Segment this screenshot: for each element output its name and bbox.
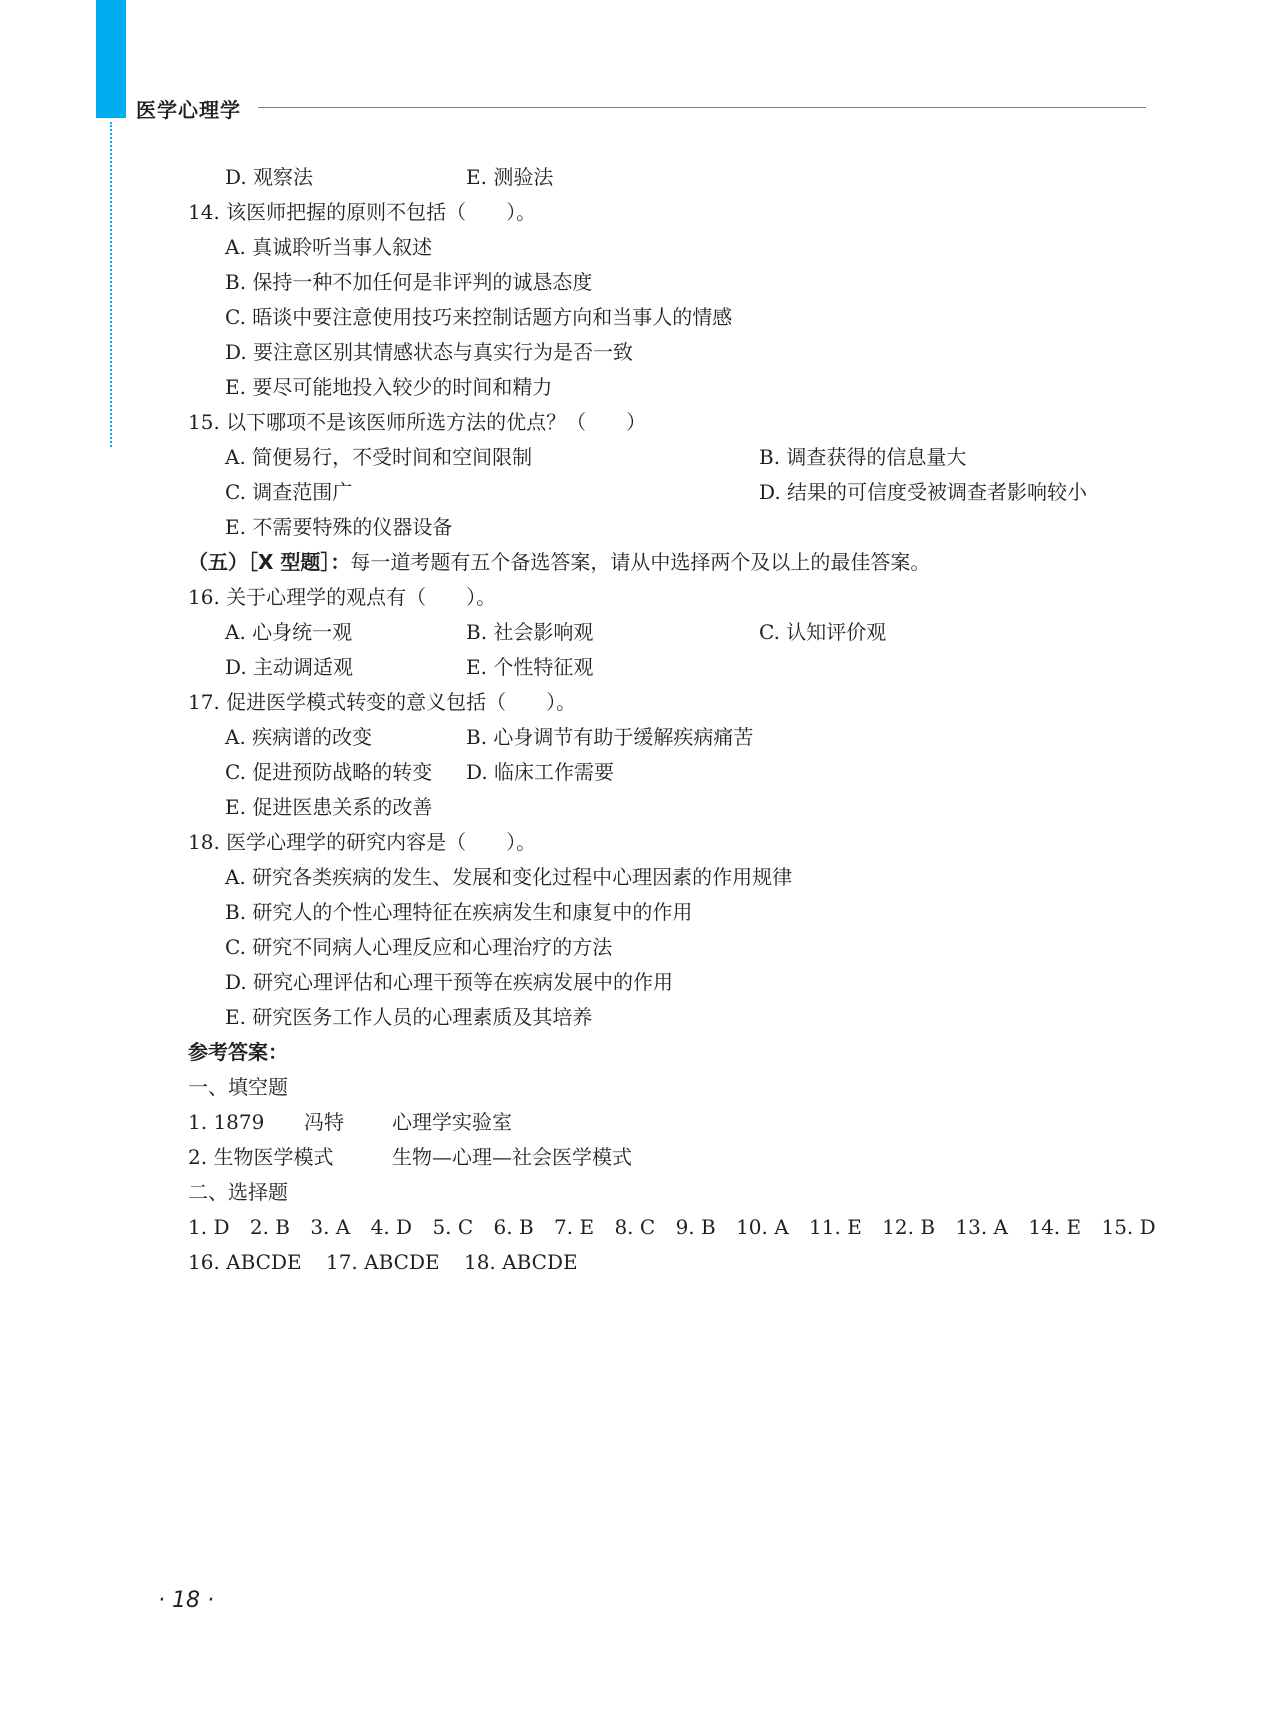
choice-answers-row-1 — [188, 1214, 1156, 1240]
fill-in-answer-2-part2: 生物—心理—社会医学模式 — [392, 1145, 632, 1169]
q14-option-e: E. 要尽可能地投入较少的时间和精力 — [225, 375, 553, 399]
q18-option-b: B. 研究人的个性心理特征在疾病发生和康复中的作用 — [225, 900, 693, 924]
q17-option-c: C. 促进预防战略的转变 — [225, 760, 433, 784]
fill-in-answer-1-number: 1. 1879 — [188, 1110, 265, 1134]
answers-heading: 参考答案： — [188, 1040, 288, 1064]
q16-option-b: B. 社会影响观 — [466, 620, 594, 644]
q14-stem: 14. 该医师把握的原则不包括（ ）。 — [188, 200, 537, 224]
running-header-title: 医学心理学 — [136, 98, 241, 122]
q13-option-d: D. 观察法 — [225, 165, 314, 189]
choice-answers-row-2 — [188, 1249, 578, 1275]
choice-answer: 4. D — [370, 1215, 413, 1239]
q17-option-e: E. 促进医患关系的改善 — [225, 795, 433, 819]
q15-option-a: A. 简便易行，不受时间和空间限制 — [225, 445, 533, 469]
fill-in-answer-1-part2: 心理学实验室 — [392, 1110, 512, 1134]
q14-option-b: B. 保持一种不加任何是非评判的诚恳态度 — [225, 270, 593, 294]
q17-stem: 17. 促进医学模式转变的意义包括（ ）。 — [188, 690, 577, 714]
fill-in-answer-1-part1: 冯特 — [304, 1110, 344, 1134]
section-5-instruction — [188, 549, 930, 575]
q16-stem: 16. 关于心理学的观点有（ ）。 — [188, 585, 497, 609]
q18-option-e: E. 研究医务工作人员的心理素质及其培养 — [225, 1005, 593, 1029]
choice-answer: 12. B — [882, 1215, 936, 1239]
choice-answer: 7. E — [554, 1215, 595, 1239]
q16-option-a: A. 心身统一观 — [225, 620, 353, 644]
q15-option-b: B. 调查获得的信息量大 — [759, 445, 967, 469]
q15-stem: 15. 以下哪项不是该医师所选方法的优点？（ ） — [188, 410, 647, 434]
q18-stem: 18. 医学心理学的研究内容是（ ）。 — [188, 830, 537, 854]
q13-option-e: E. 测验法 — [466, 165, 554, 189]
choice-answer: 13. A — [955, 1215, 1008, 1239]
q17-option-a: A. 疾病谱的改变 — [225, 725, 373, 749]
choice-answer: 1. D — [188, 1215, 230, 1239]
q16-option-e: E. 个性特征观 — [466, 655, 594, 679]
choice-heading: 二、选择题 — [188, 1180, 288, 1204]
choice-answer: 17. ABCDE — [325, 1250, 440, 1274]
choice-answer: 5. C — [432, 1215, 474, 1239]
q18-option-c: C. 研究不同病人心理反应和心理治疗的方法 — [225, 935, 613, 959]
choice-answer: 18. ABCDE — [463, 1250, 578, 1274]
q16-option-d: D. 主动调适观 — [225, 655, 354, 679]
q15-option-d: D. 结果的可信度受被调查者影响较小 — [759, 480, 1088, 504]
q15-option-e: E. 不需要特殊的仪器设备 — [225, 515, 453, 539]
q14-option-d: D. 要注意区别其情感状态与真实行为是否一致 — [225, 340, 634, 364]
choice-answer: 14. E — [1028, 1215, 1082, 1239]
fill-in-heading: 一、填空题 — [188, 1075, 288, 1099]
choice-answer: 9. B — [675, 1215, 716, 1239]
choice-answer: 16. ABCDE — [188, 1250, 302, 1274]
choice-answer: 15. D — [1101, 1215, 1156, 1239]
choice-answer: 8. C — [614, 1215, 656, 1239]
q15-option-c: C. 调查范围广 — [225, 480, 353, 504]
q14-option-c: C. 晤谈中要注意使用技巧来控制话题方向和当事人的情感 — [225, 305, 733, 329]
choice-answer: 3. A — [310, 1215, 351, 1239]
q17-option-d: D. 临床工作需要 — [466, 760, 615, 784]
margin-dotted-line — [110, 122, 112, 447]
section-5-text: 每一道考题有五个备选答案，请从中选择两个及以上的最佳答案。 — [350, 550, 931, 574]
header-rule — [258, 107, 1146, 108]
fill-in-answer-2-number: 2. 生物医学模式 — [188, 1145, 334, 1169]
choice-answer: 11. E — [809, 1215, 862, 1239]
q14-option-a: A. 真诚聆听当事人叙述 — [225, 235, 433, 259]
header-accent-bar — [96, 0, 126, 118]
choice-answer: 6. B — [493, 1215, 534, 1239]
page-number: · 18 · — [158, 1588, 214, 1613]
q18-option-a: A. 研究各类疾病的发生、发展和变化过程中心理因素的作用规律 — [225, 865, 793, 889]
section-5-heading: （五）［X 型题］： — [188, 550, 351, 574]
q18-option-d: D. 研究心理评估和心理干预等在疾病发展中的作用 — [225, 970, 674, 994]
q17-option-b: B. 心身调节有助于缓解疾病痛苦 — [466, 725, 754, 749]
choice-answer: 10. A — [736, 1215, 789, 1239]
choice-answer: 2. B — [249, 1215, 290, 1239]
q16-option-c: C. 认知评价观 — [759, 620, 887, 644]
